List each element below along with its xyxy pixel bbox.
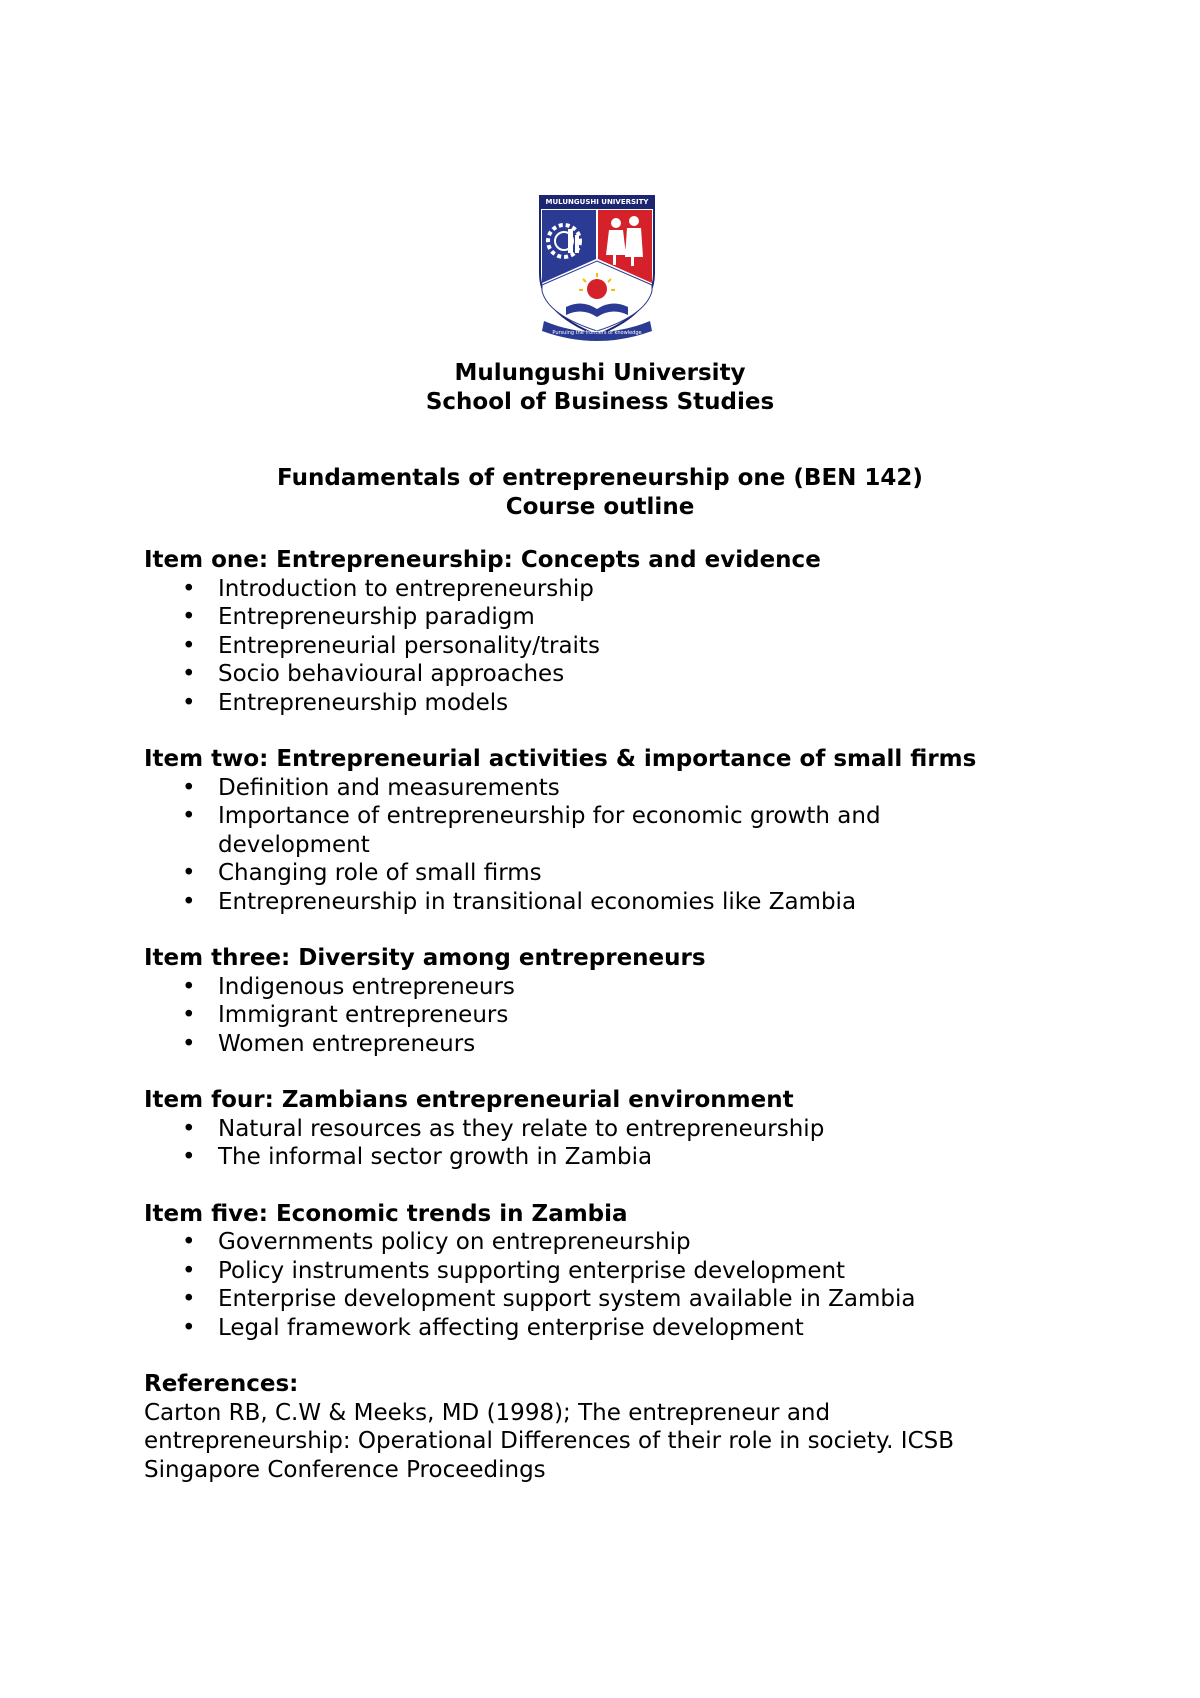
course-subtitle: Course outline: [505, 494, 695, 520]
list-item: • Entrepreneurial personality/traits: [182, 632, 600, 659]
university-header: [0, 359, 1200, 417]
bullet-icon: •: [182, 973, 196, 1000]
references-text: Carton RB, C.W & Meeks, MD (1998); The entrepreneur and entrepreneurship: Operational Differences of their role in society. ICSB Singapore Conference Proceedings: [144, 1399, 955, 1483]
bullet-icon: •: [182, 575, 196, 602]
list-item: • Immigrant entrepreneurs: [182, 1002, 509, 1028]
references-section: [144, 1370, 1064, 1484]
section-list: [144, 575, 1064, 718]
bullet-icon: •: [182, 1314, 196, 1341]
list-item: • Socio behavioural approaches: [182, 661, 565, 687]
section-list: [144, 973, 1064, 1059]
bullet-icon: •: [182, 661, 196, 687]
section-item-four: [144, 1086, 1064, 1172]
section-list: [144, 1115, 1064, 1172]
list-item: • Indigenous entrepreneurs: [182, 973, 515, 1000]
list-item: • Introduction to entrepreneurship: [182, 575, 594, 602]
course-outline: [144, 546, 1064, 1512]
section-title: Item five: Economic trends in Zambia: [144, 1200, 628, 1227]
references-title: References:: [144, 1371, 299, 1397]
school-name: School of Business Studies: [425, 389, 775, 415]
section-item-three: [144, 944, 1064, 1058]
course-title: Fundamentals of entrepreneurship one (BEN 142): [277, 465, 923, 491]
bullet-icon: •: [182, 1257, 196, 1284]
section-title: Item one: Entrepreneurship: Concepts and evidence: [144, 547, 821, 573]
list-item: • Enterprise development support system available in Zambia: [182, 1286, 916, 1312]
crest-banner-text: MULUNGUSHI UNIVERSITY: [545, 198, 649, 206]
bullet-icon: •: [182, 888, 196, 915]
list-item: • Changing role of small firms: [182, 860, 542, 886]
bullet-icon: •: [182, 1229, 196, 1255]
bullet-icon: •: [182, 1286, 196, 1312]
bullet-icon: •: [182, 1144, 196, 1170]
university-crest-logo: [538, 195, 656, 347]
crest-motto-text: Pursuing the frontiers of knowledge: [552, 330, 642, 336]
bullet-icon: •: [182, 803, 196, 829]
university-name: Mulungushi University: [454, 360, 746, 386]
section-list: [144, 774, 1064, 917]
bullet-icon: •: [182, 1115, 196, 1142]
bullet-icon: •: [182, 632, 196, 659]
bullet-icon: •: [182, 774, 196, 801]
list-item: • Legal framework affecting enterprise development: [182, 1314, 804, 1341]
list-item: • Entrepreneurship paradigm: [182, 604, 535, 630]
bullet-icon: •: [182, 1030, 196, 1057]
list-item: • Entrepreneurship models: [182, 689, 509, 716]
section-title: Item two: Entrepreneurial activities & importance of small firms: [144, 746, 977, 772]
section-item-one: [144, 546, 1064, 717]
list-item: • Governments policy on entrepreneurship: [182, 1229, 691, 1255]
section-title: Item three: Diversity among entrepreneurs: [144, 945, 706, 971]
section-item-five: [144, 1200, 1064, 1343]
course-heading: [0, 464, 1200, 522]
list-item: • Policy instruments supporting enterprise development: [182, 1257, 846, 1284]
list-item: • Women entrepreneurs: [182, 1030, 476, 1057]
bullet-icon: •: [182, 689, 196, 716]
list-item: • Entrepreneurship in transitional economies like Zambia: [182, 888, 857, 915]
bullet-icon: •: [182, 604, 196, 630]
list-item: • Importance of entrepreneurship for economic growth and development: [182, 803, 881, 858]
list-item: • Definition and measurements: [182, 774, 560, 801]
bullet-icon: •: [182, 1002, 196, 1028]
list-item: • Natural resources as they relate to entrepreneurship: [182, 1115, 825, 1142]
bullet-icon: •: [182, 860, 196, 886]
list-item: • The informal sector growth in Zambia: [182, 1144, 653, 1170]
section-title: Item four: Zambians entrepreneurial environment: [144, 1087, 794, 1113]
section-item-two: [144, 745, 1064, 916]
section-list: [144, 1228, 1064, 1342]
